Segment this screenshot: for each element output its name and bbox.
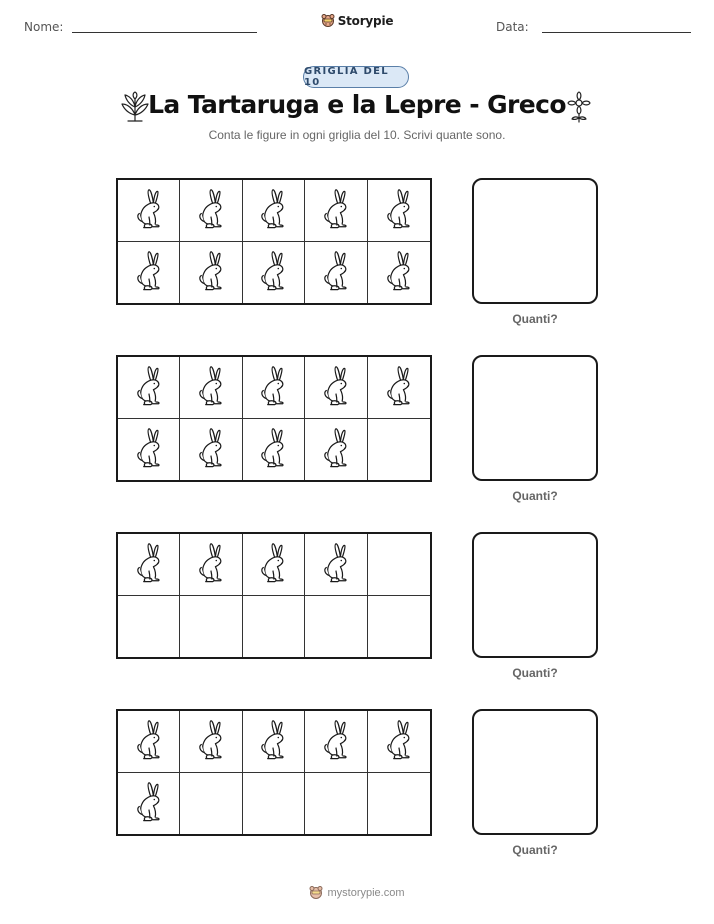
rabbit-icon [189,427,233,471]
grid-cell [180,180,242,242]
footer [0,885,714,901]
ten-frame-4 [116,709,432,836]
rabbit-icon [377,250,421,294]
grid-cell [243,534,305,596]
grid-cell [305,534,367,596]
brand-logo [0,13,714,29]
rabbit-icon [127,365,171,409]
grid-cell [368,419,430,481]
rabbit-icon [189,188,233,232]
grid-cell [243,711,305,773]
answer-box-2[interactable] [472,355,598,481]
rabbit-icon [251,188,295,232]
rabbit-icon [251,365,295,409]
page-title: La Tartaruga e la Lepre - Greco [148,90,566,119]
rabbit-icon [314,427,358,471]
name-label: Nome: [24,20,64,34]
storypie-mascot-icon [321,13,335,29]
ten-frame-2 [116,355,432,482]
rabbit-icon [127,250,171,294]
answer-box-1[interactable] [472,178,598,304]
brand-name: Storypie [337,14,394,28]
grid-cell [305,357,367,419]
rabbit-icon [127,188,171,232]
rabbit-icon [127,781,171,825]
grid-cell [368,180,430,242]
grid-cell [243,242,305,304]
name-line[interactable] [72,32,257,33]
grid-cell [180,242,242,304]
rabbit-icon [189,542,233,586]
storypie-mascot-icon [309,885,323,901]
grid-cell [118,711,180,773]
rabbit-icon [251,542,295,586]
grid-cell [180,357,242,419]
answer-box-4[interactable] [472,709,598,835]
grid-cell [243,596,305,658]
instructions: Conta le figure in ogni griglia del 10. Scrivi quante sono. [208,128,506,142]
rabbit-icon [377,719,421,763]
worksheet-badge: GRIGLIA DEL 10 [303,66,409,88]
grid-cell [368,357,430,419]
grid-cell [305,242,367,304]
grid-cell [305,419,367,481]
grid-cell [118,180,180,242]
answer-box-3[interactable] [472,532,598,658]
grid-cell [243,419,305,481]
answer-label-3: Quanti? [512,666,558,680]
grid-cell [118,419,180,481]
grid-cell [180,534,242,596]
answer-label-4: Quanti? [512,843,558,857]
flower-icon [564,91,594,123]
rabbit-icon [377,365,421,409]
grid-cell [118,773,180,835]
rabbit-icon [314,542,358,586]
grid-cell [180,419,242,481]
footer-url: mystorypie.com [327,887,405,899]
rabbit-icon [251,719,295,763]
ten-frame-1 [116,178,432,305]
grid-cell [118,596,180,658]
rabbit-icon [251,427,295,471]
rabbit-icon [127,719,171,763]
grid-cell [118,534,180,596]
answer-label-1: Quanti? [512,312,558,326]
grid-cell [180,596,242,658]
grid-cell [305,180,367,242]
rabbit-icon [377,188,421,232]
rabbit-icon [251,250,295,294]
grid-cell [180,711,242,773]
grid-cell [368,773,430,835]
grid-cell [305,773,367,835]
rabbit-icon [314,250,358,294]
grid-cell [368,596,430,658]
answer-label-2: Quanti? [512,489,558,503]
rabbit-icon [314,719,358,763]
grid-cell [368,711,430,773]
rabbit-icon [127,427,171,471]
grid-cell [368,242,430,304]
rabbit-icon [189,719,233,763]
grid-cell [243,773,305,835]
grid-cell [243,180,305,242]
grid-cell [305,711,367,773]
grid-cell [243,357,305,419]
rabbit-icon [314,188,358,232]
date-line[interactable] [542,32,691,33]
ten-frame-3 [116,532,432,659]
date-label: Data: [496,20,529,34]
rabbit-icon [189,250,233,294]
rabbit-icon [127,542,171,586]
grid-cell [180,773,242,835]
rabbit-icon [314,365,358,409]
grid-cell [368,534,430,596]
grid-cell [118,242,180,304]
grid-cell [118,357,180,419]
rabbit-icon [189,365,233,409]
grid-cell [305,596,367,658]
